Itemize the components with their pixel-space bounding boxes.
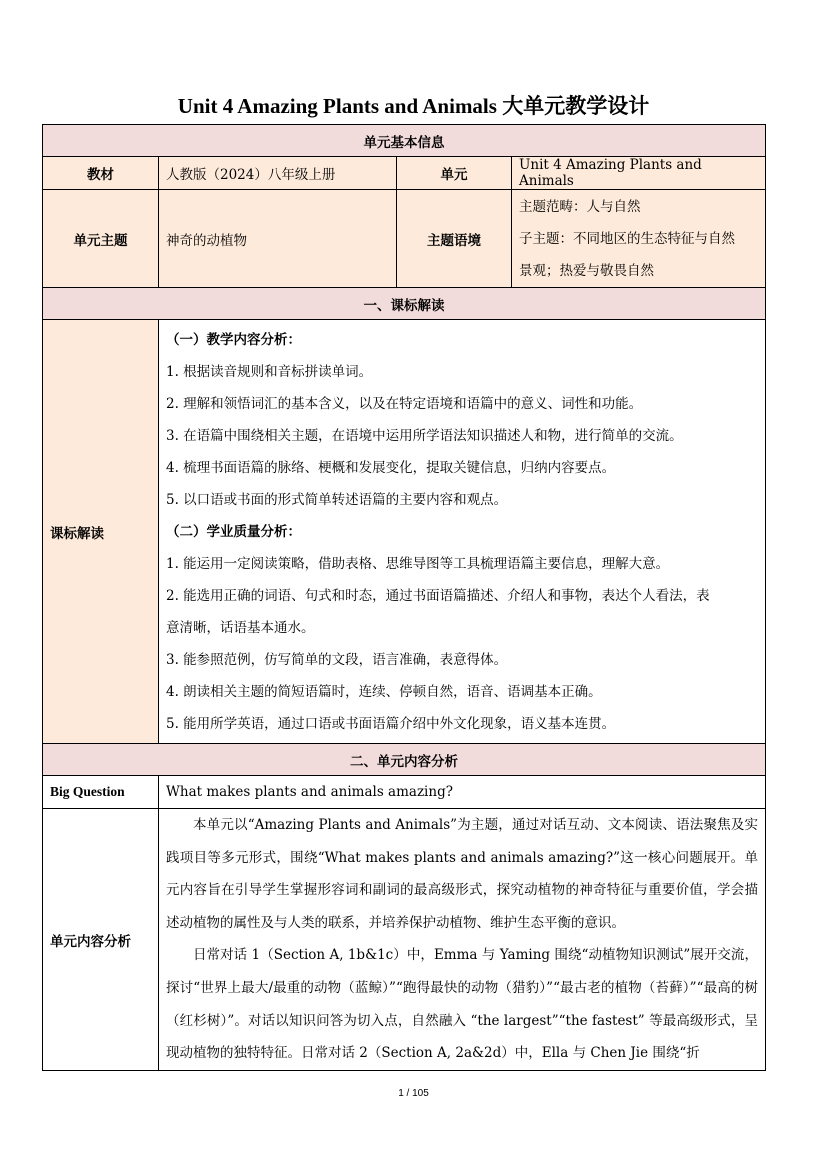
sub1-title: （一）教学内容分析： bbox=[166, 331, 301, 348]
textbook-row bbox=[43, 157, 766, 190]
textbook-value: 人教版（2024）八年级上册 bbox=[159, 157, 397, 190]
context-value bbox=[512, 190, 766, 288]
context-line: 景观；热爱与敬畏自然 bbox=[519, 262, 654, 279]
content-paragraph: 日常对话 1（Section A, 1b&1c）中，Emma 与 Yaming 围绕“动植物知识测试”展开交流，探讨“世界上最大/最重的动物（蓝鲸）”“跑得最快的动物（猎豹）”“最古老的植物（苔藓）”“最高的树（红杉树）”。对话以知识问答为切入点，自然融入 “the largest”“the fastest” 等最高级形式，呈现动植物的独特特征。日常对话 2（Section A, 2a&2d）中，Ella 与 Chen Jie 围绕“折 bbox=[166, 947, 758, 1062]
context-label: 主题语境 bbox=[397, 190, 512, 288]
sub2-item: 意清晰，话语基本通水。 bbox=[166, 619, 315, 636]
context-line: 子主题：不同地区的生态特征与自然 bbox=[519, 230, 735, 247]
basic-info-header: 单元基本信息 bbox=[43, 125, 766, 157]
section2-header-row bbox=[43, 744, 766, 776]
content-body bbox=[159, 809, 766, 1071]
section1-header-row bbox=[43, 288, 766, 320]
page-title: Unit 4 Amazing Plants and Animals 大单元教学设计 bbox=[177, 94, 650, 118]
big-question-row bbox=[43, 776, 766, 809]
big-question-value: What makes plants and animals amazing? bbox=[159, 776, 766, 809]
sub1-item: 5. 以口语或书面的形式简单转述语篇的主要内容和观点。 bbox=[166, 491, 508, 508]
unit-design-table bbox=[42, 124, 766, 1071]
sub2-item: 4. 朗读相关主题的简短语篇时，连续、停顿自然，语音、语调基本正确。 bbox=[166, 683, 602, 700]
theme-value: 神奇的动植物 bbox=[159, 190, 397, 288]
content-paragraph: 本单元以“Amazing Plants and Animals”为主题，通过对话互动、文本阅读、语法聚焦及实践项目等多元形式，围绕“What makes plants and animals amazing?”这一核心问题展开。单元内容旨在引导学生掌握形容词和副词的最高级形式，探究动植物的神奇特征与重要价值，学会描述动植物的属性及与人类的联系，并培养保护动植物、维护生态平衡的意识。 bbox=[166, 817, 758, 931]
big-question-label: Big Question bbox=[43, 776, 159, 809]
page-indicator: 1 / 105 bbox=[398, 1088, 429, 1099]
textbook-label: 教材 bbox=[43, 157, 159, 190]
sub1-item: 3. 在语篇中围绕相关主题，在语境中运用所学语法知识描述人和物，进行简单的交流。 bbox=[166, 427, 683, 444]
basic-info-header-row bbox=[43, 125, 766, 157]
theme-label: 单元主题 bbox=[43, 190, 159, 288]
section1-header: 一、课标解读 bbox=[43, 288, 766, 320]
sub1-item: 1. 根据读音规则和音标拼读单词。 bbox=[166, 363, 373, 380]
content-analysis-row bbox=[43, 809, 766, 1071]
context-line: 主题范畴：人与自然 bbox=[519, 198, 641, 215]
section2-header: 二、单元内容分析 bbox=[43, 744, 766, 776]
unit-value: Unit 4 Amazing Plants and Animals bbox=[512, 157, 766, 190]
sub1-item: 2. 理解和领悟词汇的基本含义，以及在特定语境和语篇中的意义、词性和功能。 bbox=[166, 395, 643, 412]
unit-label: 单元 bbox=[397, 157, 512, 190]
sub2-item: 5. 能用所学英语，通过口语或书面语篇介绍中外文化现象，语义基本连贯。 bbox=[166, 715, 616, 732]
standards-label: 课标解读 bbox=[43, 320, 159, 744]
sub1-item: 4. 梳理书面语篇的脉络、梗概和发展变化，提取关键信息，归纳内容要点。 bbox=[166, 459, 616, 476]
standards-content bbox=[159, 320, 766, 744]
sub2-item: 2. 能选用正确的词语、句式和时态，通过书面语篇描述、介绍人和事物，表达个人看法，表 bbox=[166, 587, 710, 604]
theme-row bbox=[43, 190, 766, 288]
sub2-title: （二）学业质量分析： bbox=[166, 523, 301, 540]
content-label: 单元内容分析 bbox=[43, 809, 159, 1071]
sub2-item: 1. 能运用一定阅读策略，借助表格、思维导图等工具梳理语篇主要信息，理解大意。 bbox=[166, 555, 670, 572]
standards-row bbox=[43, 320, 766, 744]
sub2-item: 3. 能参照范例，仿写简单的文段，语言准确，表意得体。 bbox=[166, 651, 508, 668]
